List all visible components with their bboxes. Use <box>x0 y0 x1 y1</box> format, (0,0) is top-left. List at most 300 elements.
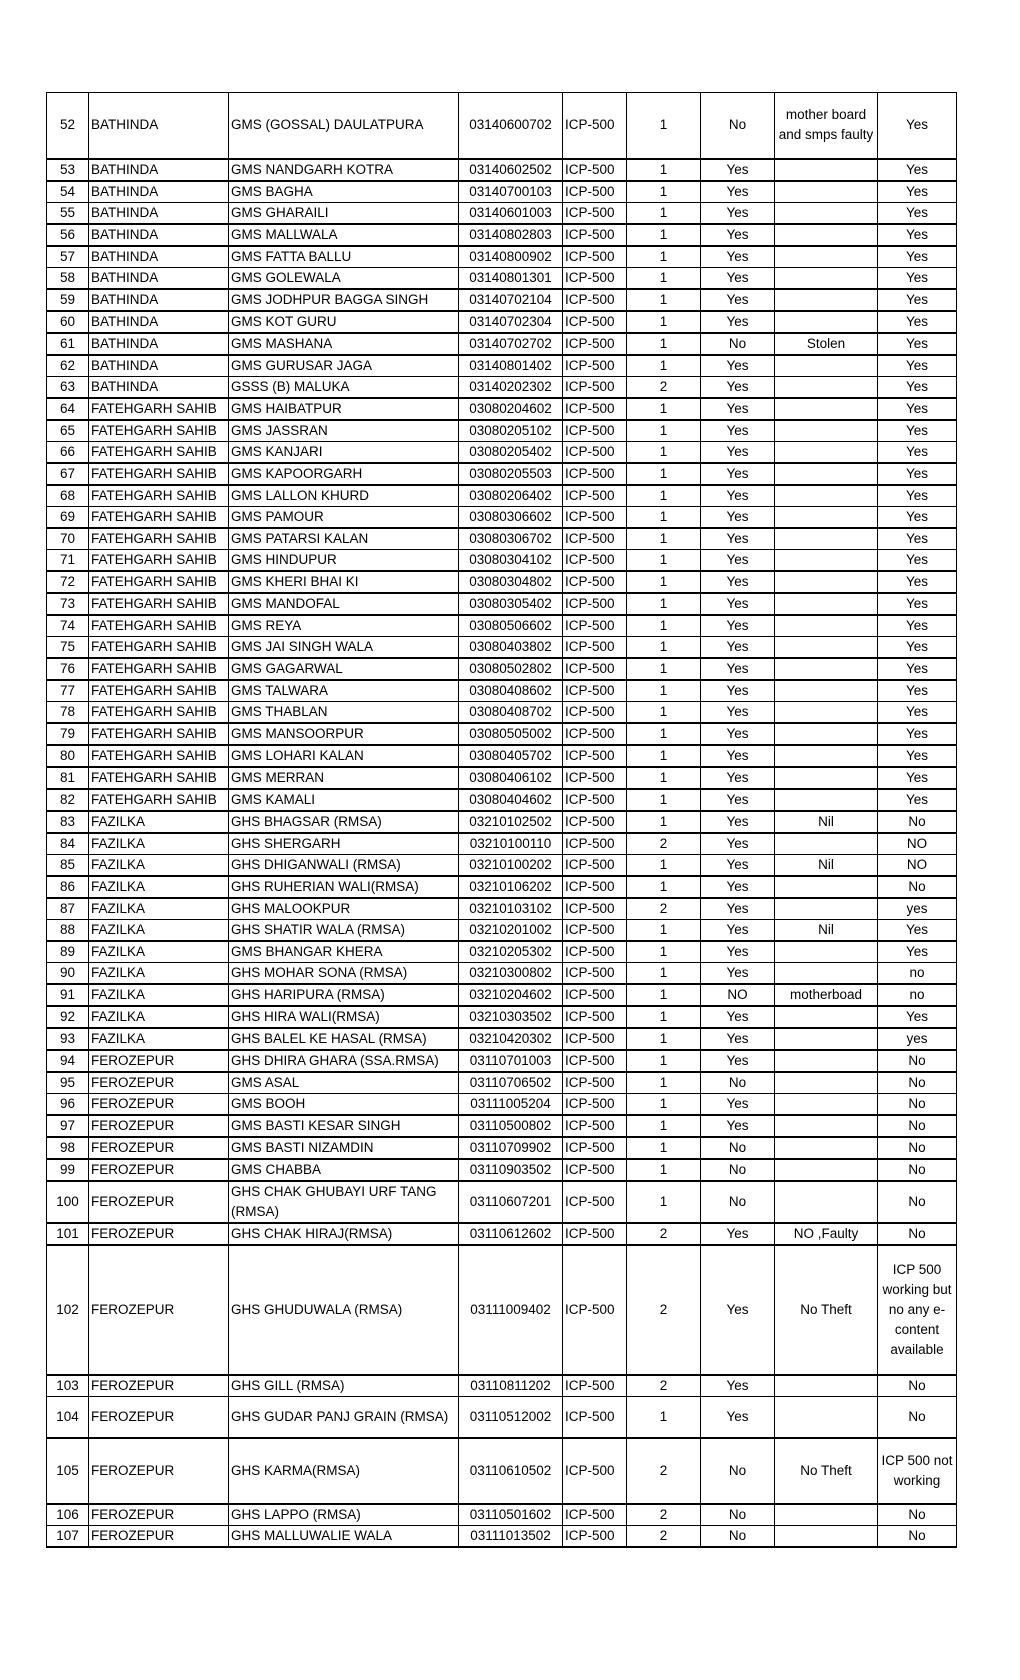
school-name-cell: GMS PAMOUR <box>229 506 459 528</box>
school-name-cell: GSSS (B) MALUKA <box>229 376 459 398</box>
school-code-cell: 03110701003 <box>459 1050 563 1072</box>
status-cell: ICP 500 working but no any e-content available <box>878 1245 957 1375</box>
school-name-cell: GHS GHUDUWALA (RMSA) <box>229 1245 459 1375</box>
quantity-cell: 1 <box>627 962 701 984</box>
status-cell: Yes <box>878 723 957 745</box>
remarks-cell <box>775 1375 878 1397</box>
district-cell: FATEHGARH SAHIB <box>89 723 229 745</box>
device-model-cell: ICP-500 <box>563 833 627 855</box>
row-number-cell: 97 <box>47 1115 89 1137</box>
school-name-cell: GMS KOT GURU <box>229 311 459 333</box>
status-cell: Yes <box>878 636 957 658</box>
status-cell: Yes <box>878 528 957 550</box>
row-number-cell: 82 <box>47 789 89 811</box>
working-status-cell: NO <box>701 984 775 1006</box>
status-cell: yes <box>878 1028 957 1050</box>
status-cell: No <box>878 1072 957 1094</box>
school-name-cell: GMS HINDUPUR <box>229 549 459 571</box>
table-row <box>47 549 957 571</box>
table-row <box>47 898 957 920</box>
quantity-cell: 1 <box>627 1137 701 1159</box>
quantity-cell: 1 <box>627 528 701 550</box>
remarks-cell <box>775 159 878 181</box>
table-row <box>47 202 957 224</box>
quantity-cell: 1 <box>627 1396 701 1438</box>
school-name-cell: GHS SHERGARH <box>229 833 459 855</box>
status-cell: Yes <box>878 93 957 159</box>
table-row <box>47 267 957 289</box>
district-cell: FATEHGARH SAHIB <box>89 615 229 637</box>
working-status-cell: Yes <box>701 789 775 811</box>
row-number-cell: 79 <box>47 723 89 745</box>
status-cell: Yes <box>878 159 957 181</box>
working-status-cell: Yes <box>701 311 775 333</box>
school-code-cell: 03210420302 <box>459 1028 563 1050</box>
school-code-cell: 03110500802 <box>459 1115 563 1137</box>
quantity-cell: 1 <box>627 789 701 811</box>
school-code-cell: 03110612602 <box>459 1223 563 1245</box>
remarks-cell <box>775 311 878 333</box>
district-cell: FATEHGARH SAHIB <box>89 398 229 420</box>
table-row <box>47 528 957 550</box>
district-cell: BATHINDA <box>89 159 229 181</box>
school-name-cell: GHS GUDAR PANJ GRAIN (RMSA) <box>229 1396 459 1438</box>
school-code-cell: 03210300802 <box>459 962 563 984</box>
device-model-cell: ICP-500 <box>563 1028 627 1050</box>
school-code-cell: 03080408702 <box>459 701 563 723</box>
device-model-cell: ICP-500 <box>563 224 627 246</box>
device-model-cell: ICP-500 <box>563 398 627 420</box>
row-number-cell: 72 <box>47 571 89 593</box>
quantity-cell: 1 <box>627 1159 701 1181</box>
device-model-cell: ICP-500 <box>563 898 627 920</box>
table-body <box>47 93 957 1548</box>
district-cell: FEROZEPUR <box>89 1093 229 1115</box>
school-name-cell: GMS JASSRAN <box>229 420 459 442</box>
row-number-cell: 56 <box>47 224 89 246</box>
status-cell: Yes <box>878 355 957 377</box>
quantity-cell: 2 <box>627 833 701 855</box>
remarks-cell <box>775 528 878 550</box>
working-status-cell: Yes <box>701 181 775 203</box>
quantity-cell: 1 <box>627 549 701 571</box>
status-cell: Yes <box>878 767 957 789</box>
device-model-cell: ICP-500 <box>563 1137 627 1159</box>
remarks-cell <box>775 1396 878 1438</box>
quantity-cell: 1 <box>627 289 701 311</box>
table-row <box>47 1159 957 1181</box>
district-cell: FEROZEPUR <box>89 1438 229 1504</box>
working-status-cell: Yes <box>701 202 775 224</box>
district-cell: FATEHGARH SAHIB <box>89 549 229 571</box>
table-row <box>47 1223 957 1245</box>
table-row <box>47 658 957 680</box>
quantity-cell: 1 <box>627 1181 701 1223</box>
school-name-cell: GMS NANDGARH KOTRA <box>229 159 459 181</box>
device-model-cell: ICP-500 <box>563 202 627 224</box>
status-cell: Yes <box>878 289 957 311</box>
status-cell: No <box>878 1375 957 1397</box>
district-cell: FEROZEPUR <box>89 1072 229 1094</box>
school-code-cell: 03110903502 <box>459 1159 563 1181</box>
device-model-cell: ICP-500 <box>563 658 627 680</box>
working-status-cell: Yes <box>701 1115 775 1137</box>
status-cell: Yes <box>878 701 957 723</box>
remarks-cell <box>775 376 878 398</box>
status-cell: Yes <box>878 333 957 355</box>
row-number-cell: 74 <box>47 615 89 637</box>
remarks-cell: Nil <box>775 854 878 876</box>
device-model-cell: ICP-500 <box>563 984 627 1006</box>
row-number-cell: 61 <box>47 333 89 355</box>
status-cell: No <box>878 1159 957 1181</box>
working-status-cell: Yes <box>701 1028 775 1050</box>
district-cell: BATHINDA <box>89 181 229 203</box>
school-name-cell: GHS DHIRA GHARA (SSA.RMSA) <box>229 1050 459 1072</box>
district-cell: FEROZEPUR <box>89 1526 229 1548</box>
device-model-cell: ICP-500 <box>563 1245 627 1375</box>
school-name-cell: GHS DHIGANWALI (RMSA) <box>229 854 459 876</box>
device-model-cell: ICP-500 <box>563 1438 627 1504</box>
district-cell: FEROZEPUR <box>89 1504 229 1526</box>
row-number-cell: 92 <box>47 1006 89 1028</box>
row-number-cell: 102 <box>47 1245 89 1375</box>
working-status-cell: Yes <box>701 919 775 941</box>
table-row <box>47 919 957 941</box>
working-status-cell: Yes <box>701 485 775 507</box>
district-cell: BATHINDA <box>89 355 229 377</box>
device-model-cell: ICP-500 <box>563 267 627 289</box>
working-status-cell: Yes <box>701 267 775 289</box>
working-status-cell: Yes <box>701 528 775 550</box>
district-cell: FATEHGARH SAHIB <box>89 636 229 658</box>
status-cell: NO <box>878 833 957 855</box>
quantity-cell: 1 <box>627 941 701 963</box>
remarks-cell <box>775 723 878 745</box>
row-number-cell: 95 <box>47 1072 89 1094</box>
district-cell: FAZILKA <box>89 811 229 833</box>
school-code-cell: 03080306602 <box>459 506 563 528</box>
remarks-cell: NO ,Faulty <box>775 1223 878 1245</box>
remarks-cell: motherboad <box>775 984 878 1006</box>
row-number-cell: 91 <box>47 984 89 1006</box>
device-model-cell: ICP-500 <box>563 1181 627 1223</box>
table-row <box>47 745 957 767</box>
row-number-cell: 83 <box>47 811 89 833</box>
row-number-cell: 86 <box>47 876 89 898</box>
device-model-cell: ICP-500 <box>563 767 627 789</box>
district-cell: FEROZEPUR <box>89 1223 229 1245</box>
district-cell: FAZILKA <box>89 854 229 876</box>
quantity-cell: 1 <box>627 420 701 442</box>
remarks-cell <box>775 1006 878 1028</box>
school-code-cell: 03080304102 <box>459 549 563 571</box>
school-name-cell: GHS CHAK GHUBAYI URF TANG (RMSA) <box>229 1181 459 1223</box>
school-code-cell: 03080204602 <box>459 398 563 420</box>
school-code-cell: 03140600702 <box>459 93 563 159</box>
school-code-cell: 03110607201 <box>459 1181 563 1223</box>
device-model-cell: ICP-500 <box>563 1223 627 1245</box>
school-code-cell: 03080205503 <box>459 463 563 485</box>
quantity-cell: 1 <box>627 1072 701 1094</box>
status-cell: Yes <box>878 549 957 571</box>
row-number-cell: 107 <box>47 1526 89 1548</box>
school-name-cell: GMS KAPOORGARH <box>229 463 459 485</box>
quantity-cell: 2 <box>627 1223 701 1245</box>
table-row <box>47 680 957 702</box>
table-row <box>47 1375 957 1397</box>
quantity-cell: 1 <box>627 1006 701 1028</box>
remarks-cell <box>775 1526 878 1548</box>
quantity-cell: 1 <box>627 1093 701 1115</box>
device-model-cell: ICP-500 <box>563 289 627 311</box>
working-status-cell: Yes <box>701 1223 775 1245</box>
school-name-cell: GMS MANDOFAL <box>229 593 459 615</box>
table-row <box>47 506 957 528</box>
quantity-cell: 1 <box>627 1050 701 1072</box>
status-cell: NO <box>878 854 957 876</box>
table-row <box>47 355 957 377</box>
school-name-cell: GMS REYA <box>229 615 459 637</box>
device-model-cell: ICP-500 <box>563 723 627 745</box>
school-code-cell: 03110501602 <box>459 1504 563 1526</box>
district-cell: FAZILKA <box>89 833 229 855</box>
row-number-cell: 104 <box>47 1396 89 1438</box>
school-code-cell: 03140800902 <box>459 246 563 268</box>
status-cell: Yes <box>878 224 957 246</box>
working-status-cell: No <box>701 1504 775 1526</box>
row-number-cell: 77 <box>47 680 89 702</box>
status-cell: No <box>878 1396 957 1438</box>
school-code-cell: 03080205102 <box>459 420 563 442</box>
table-row <box>47 398 957 420</box>
remarks-cell <box>775 833 878 855</box>
row-number-cell: 96 <box>47 1093 89 1115</box>
remarks-cell <box>775 549 878 571</box>
working-status-cell: Yes <box>701 159 775 181</box>
device-model-cell: ICP-500 <box>563 355 627 377</box>
table-row <box>47 833 957 855</box>
status-cell: Yes <box>878 202 957 224</box>
district-cell: FAZILKA <box>89 1006 229 1028</box>
device-model-cell: ICP-500 <box>563 311 627 333</box>
status-cell: Yes <box>878 420 957 442</box>
school-code-cell: 03080406102 <box>459 767 563 789</box>
remarks-cell: Stolen <box>775 333 878 355</box>
working-status-cell: Yes <box>701 811 775 833</box>
quantity-cell: 2 <box>627 898 701 920</box>
school-code-cell: 03140802803 <box>459 224 563 246</box>
status-cell: Yes <box>878 1006 957 1028</box>
row-number-cell: 76 <box>47 658 89 680</box>
working-status-cell: Yes <box>701 854 775 876</box>
school-code-cell: 03140601003 <box>459 202 563 224</box>
school-name-cell: GHS BALEL KE HASAL (RMSA) <box>229 1028 459 1050</box>
device-model-cell: ICP-500 <box>563 1159 627 1181</box>
working-status-cell: Yes <box>701 549 775 571</box>
district-cell: BATHINDA <box>89 246 229 268</box>
school-name-cell: GMS PATARSI KALAN <box>229 528 459 550</box>
quantity-cell: 1 <box>627 485 701 507</box>
district-cell: BATHINDA <box>89 93 229 159</box>
working-status-cell: Yes <box>701 941 775 963</box>
row-number-cell: 89 <box>47 941 89 963</box>
device-model-cell: ICP-500 <box>563 1050 627 1072</box>
working-status-cell: No <box>701 1072 775 1094</box>
district-cell: FEROZEPUR <box>89 1137 229 1159</box>
working-status-cell: Yes <box>701 898 775 920</box>
school-code-cell: 03210106202 <box>459 876 563 898</box>
school-name-cell: GMS GOLEWALA <box>229 267 459 289</box>
district-cell: FEROZEPUR <box>89 1115 229 1137</box>
district-cell: FATEHGARH SAHIB <box>89 485 229 507</box>
status-cell: Yes <box>878 919 957 941</box>
district-cell: BATHINDA <box>89 333 229 355</box>
device-model-cell: ICP-500 <box>563 1115 627 1137</box>
remarks-cell: Nil <box>775 811 878 833</box>
district-cell: BATHINDA <box>89 267 229 289</box>
district-cell: BATHINDA <box>89 376 229 398</box>
remarks-cell <box>775 246 878 268</box>
school-name-cell: GHS HIRA WALI(RMSA) <box>229 1006 459 1028</box>
remarks-cell <box>775 767 878 789</box>
school-code-cell: 03140801301 <box>459 267 563 289</box>
quantity-cell: 1 <box>627 1115 701 1137</box>
table-row <box>47 376 957 398</box>
remarks-cell <box>775 1137 878 1159</box>
device-model-cell: ICP-500 <box>563 528 627 550</box>
table-row <box>47 1245 957 1375</box>
row-number-cell: 58 <box>47 267 89 289</box>
status-cell: Yes <box>878 789 957 811</box>
device-model-cell: ICP-500 <box>563 463 627 485</box>
school-code-cell: 03111009402 <box>459 1245 563 1375</box>
quantity-cell: 1 <box>627 463 701 485</box>
device-model-cell: ICP-500 <box>563 854 627 876</box>
table-row <box>47 1050 957 1072</box>
school-name-cell: GHS MOHAR SONA (RMSA) <box>229 962 459 984</box>
working-status-cell: Yes <box>701 571 775 593</box>
row-number-cell: 52 <box>47 93 89 159</box>
school-code-cell: 03110706502 <box>459 1072 563 1094</box>
table-row <box>47 767 957 789</box>
school-code-cell: 03080405702 <box>459 745 563 767</box>
district-cell: BATHINDA <box>89 289 229 311</box>
row-number-cell: 100 <box>47 1181 89 1223</box>
district-cell: FATEHGARH SAHIB <box>89 441 229 463</box>
school-name-cell: GMS JODHPUR BAGGA SINGH <box>229 289 459 311</box>
working-status-cell: Yes <box>701 723 775 745</box>
school-code-cell: 03080304802 <box>459 571 563 593</box>
status-cell: No <box>878 1137 957 1159</box>
working-status-cell: Yes <box>701 767 775 789</box>
working-status-cell: Yes <box>701 680 775 702</box>
row-number-cell: 78 <box>47 701 89 723</box>
remarks-cell <box>775 202 878 224</box>
row-number-cell: 87 <box>47 898 89 920</box>
device-model-cell: ICP-500 <box>563 420 627 442</box>
device-model-cell: ICP-500 <box>563 1375 627 1397</box>
row-number-cell: 105 <box>47 1438 89 1504</box>
district-cell: FAZILKA <box>89 898 229 920</box>
device-model-cell: ICP-500 <box>563 333 627 355</box>
district-cell: FEROZEPUR <box>89 1181 229 1223</box>
working-status-cell: Yes <box>701 289 775 311</box>
device-model-cell: ICP-500 <box>563 485 627 507</box>
row-number-cell: 59 <box>47 289 89 311</box>
quantity-cell: 1 <box>627 723 701 745</box>
school-code-cell: 03140702702 <box>459 333 563 355</box>
status-cell: Yes <box>878 615 957 637</box>
school-code-cell: 03080403802 <box>459 636 563 658</box>
working-status-cell: Yes <box>701 1093 775 1115</box>
district-cell: FATEHGARH SAHIB <box>89 571 229 593</box>
device-model-cell: ICP-500 <box>563 1504 627 1526</box>
table-row <box>47 1181 957 1223</box>
device-model-cell: ICP-500 <box>563 876 627 898</box>
table-row <box>47 615 957 637</box>
remarks-cell <box>775 636 878 658</box>
table-row <box>47 441 957 463</box>
working-status-cell: Yes <box>701 658 775 680</box>
row-number-cell: 84 <box>47 833 89 855</box>
remarks-cell <box>775 571 878 593</box>
school-name-cell: GMS JAI SINGH WALA <box>229 636 459 658</box>
working-status-cell: Yes <box>701 1396 775 1438</box>
school-name-cell: GHS SHATIR WALA (RMSA) <box>229 919 459 941</box>
school-name-cell: GHS MALOOKPUR <box>229 898 459 920</box>
remarks-cell <box>775 876 878 898</box>
quantity-cell: 1 <box>627 571 701 593</box>
status-cell: Yes <box>878 463 957 485</box>
quantity-cell: 1 <box>627 355 701 377</box>
quantity-cell: 2 <box>627 1438 701 1504</box>
working-status-cell: No <box>701 1181 775 1223</box>
device-model-cell: ICP-500 <box>563 962 627 984</box>
quantity-cell: 1 <box>627 333 701 355</box>
device-model-cell: ICP-500 <box>563 1526 627 1548</box>
working-status-cell: Yes <box>701 833 775 855</box>
status-cell: Yes <box>878 506 957 528</box>
remarks-cell <box>775 267 878 289</box>
row-number-cell: 55 <box>47 202 89 224</box>
district-cell: FATEHGARH SAHIB <box>89 420 229 442</box>
quantity-cell: 1 <box>627 876 701 898</box>
status-cell: Yes <box>878 311 957 333</box>
working-status-cell: Yes <box>701 398 775 420</box>
table-row <box>47 311 957 333</box>
school-name-cell: GHS KARMA(RMSA) <box>229 1438 459 1504</box>
school-code-cell: 03080506602 <box>459 615 563 637</box>
working-status-cell: No <box>701 1438 775 1504</box>
row-number-cell: 67 <box>47 463 89 485</box>
quantity-cell: 1 <box>627 811 701 833</box>
working-status-cell: Yes <box>701 355 775 377</box>
table-row <box>47 289 957 311</box>
quantity-cell: 1 <box>627 854 701 876</box>
school-name-cell: GMS BHANGAR KHERA <box>229 941 459 963</box>
school-name-cell: GMS FATTA BALLU <box>229 246 459 268</box>
quantity-cell: 1 <box>627 636 701 658</box>
school-name-cell: GMS GURUSAR JAGA <box>229 355 459 377</box>
quantity-cell: 1 <box>627 181 701 203</box>
school-code-cell: 03110610502 <box>459 1438 563 1504</box>
remarks-cell: No Theft <box>775 1245 878 1375</box>
school-code-cell: 03080408602 <box>459 680 563 702</box>
school-code-cell: 03210102502 <box>459 811 563 833</box>
working-status-cell: No <box>701 1159 775 1181</box>
remarks-cell <box>775 1050 878 1072</box>
